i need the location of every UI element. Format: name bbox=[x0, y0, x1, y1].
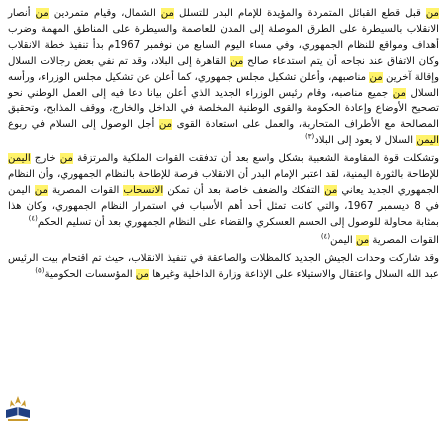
highlighted-term: من bbox=[35, 8, 49, 19]
text-run: القوات المصرية bbox=[369, 234, 439, 246]
text-run: خارج bbox=[30, 153, 60, 165]
text-run: أنصار الانقلاب بالسيطرة على الطرق الموصلة إلى المدن للعاصمة والسيطرة على المناطق المهمة وضرب أهداف ومواقع للنظام الجمهوري، وفي مساء اليوم السابع من نوفمبر 1967م بدأ تنفيذ خطة الانقلاب وكان الاتفاق عند نجاحه أن يتم استدعاء صالح bbox=[8, 8, 440, 67]
highlighted-term: من bbox=[160, 8, 175, 19]
footnote-marker: (٤) bbox=[320, 232, 331, 241]
highlighted-term: من bbox=[355, 234, 370, 246]
text-run: السلال لا يعود إلى البلاد bbox=[314, 135, 417, 147]
paragraph bbox=[8, 151, 439, 231]
highlighted-term: اليمن bbox=[8, 153, 31, 165]
highlighted-term: من bbox=[230, 55, 244, 67]
text-run: للإطاحة بالثورة اليمنية، لقد اعتبر الإمام البدر أن الانقلاب فرصة للإطاحة بالنظام الجمهوري، وأن النظام الجمهوري الجديد يعاني bbox=[8, 169, 439, 196]
highlighted-term: من bbox=[135, 268, 149, 280]
text-run: اليمن bbox=[330, 234, 356, 246]
text-run: مناصبهم، وأعلن تشكيل مجلس جمهوري، كما أعلن عن تشكيل مجلس الوزراء، ورأسه السلال bbox=[8, 71, 439, 99]
text-run: أجل الوصول إلى السلام في ربوع bbox=[8, 119, 159, 131]
text-run: قبل قطع القبائل المتمردة والمؤيدة للإمام البدر للتسلل bbox=[174, 8, 426, 19]
highlighted-term: من bbox=[324, 184, 338, 196]
text-run: القوات المصرية bbox=[47, 184, 124, 196]
document-body bbox=[8, 6, 439, 282]
highlighted-term: من bbox=[34, 184, 48, 196]
book-logo-icon bbox=[2, 392, 34, 424]
text-run: جميع مناصبه، وقام رئيس الوزراء الجديد الذي أعلن بيانا دعا فيه إلى العمل الوطني نحو تصحيح الأوضاع وإعادة الحكومة والقوى الوطنية المخلصة في الداخل والخارج، ووقف المذابح، وتحقيق المصالحة مع الأطراف المتحاربة، والعمل على استعادة القوى bbox=[8, 87, 439, 131]
highlighted-term: من bbox=[369, 71, 383, 83]
highlighted-term: اليمن bbox=[416, 135, 439, 147]
highlighted-term: من bbox=[59, 153, 73, 165]
text-run: اليمن في 8 ديسمبر 1967، والتي كانت تمثل أحد أهم الأسباب في استمرار النظام الجمهوري، وكان هذا بمثابة محاولة للوصول إلى الحسم العسكري والقضاء على النظام الجمهوري بعد أن تسليم الحكم bbox=[8, 184, 439, 228]
text-run: وتشكلت قوة المقاومة الشعبية بشكل واسع بعد أن تدفقت القوات الملكية والمرتزقة bbox=[73, 153, 439, 165]
text-run: القاهرة إلى البلاد، وقد تم نفي بعض رجالات السلال وإقالة آخرين bbox=[8, 55, 440, 83]
footnote-marker: (٥) bbox=[35, 266, 45, 275]
text-run: وقد شاركت وحدات الجيش الجديد كالمظلات والصاعقة في تنفيذ الانقلاب، حيث تم اقتحام بيت الرئيس عبد الله السلال واعتقال والاستيلاء على الإذاعة وزارة الداخلية وغيرها bbox=[8, 252, 439, 280]
paragraph bbox=[8, 233, 439, 249]
footnote-marker: (٤) bbox=[28, 214, 38, 223]
text-run: التفكك والضعف خاصة بعد أن تمكن bbox=[163, 184, 325, 196]
text-run: المؤسسات الحكومية bbox=[44, 268, 136, 280]
highlighted-term: من bbox=[392, 87, 406, 99]
highlighted-term: الانسحاب bbox=[123, 184, 164, 196]
highlighted-term: من bbox=[158, 119, 173, 131]
highlighted-term: من bbox=[425, 8, 440, 19]
paragraph bbox=[8, 6, 439, 149]
paragraph bbox=[8, 251, 439, 283]
text-run: الشمال، وقيام متمردين bbox=[48, 8, 161, 19]
footnote-marker: (٣) bbox=[305, 132, 315, 141]
